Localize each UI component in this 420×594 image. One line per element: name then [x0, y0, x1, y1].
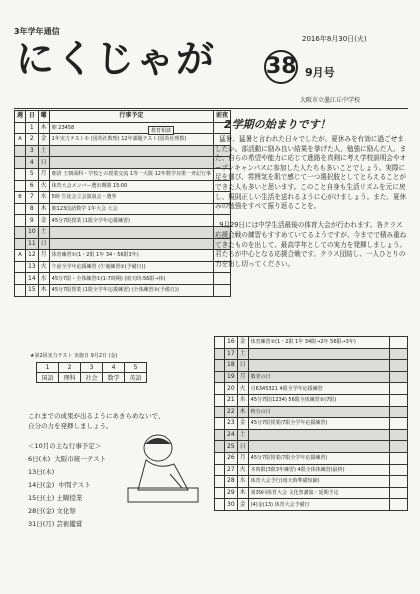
weekday-cell: 木: [237, 487, 248, 499]
weekday-cell: 水: [38, 192, 49, 204]
consultation-badge: 教育相談: [148, 126, 174, 135]
day-cell: 15: [26, 284, 39, 296]
week-cell: [15, 145, 26, 157]
day-cell: 21: [225, 394, 238, 406]
weekday-cell: 土: [38, 226, 49, 238]
event-cell: 45分7限・全体練習①(1-7時期) (雨天時:56限→休): [49, 273, 213, 285]
event-cell: 45分7限授業(7限全学年応援練習): [248, 452, 389, 464]
day-cell: 27: [225, 464, 238, 476]
day-cell: 6: [26, 180, 39, 192]
schedule-row: [15, 226, 231, 238]
week-cell: [215, 406, 225, 418]
week-cell: [15, 180, 26, 192]
weekday-cell: 金: [38, 215, 49, 227]
subject-name: 数学: [103, 373, 125, 383]
event-cell: 体育練習②(1・2限 1年 34限→2年 56限→3年): [248, 337, 389, 349]
schedule-row: [215, 441, 408, 453]
weekday-cell: 火: [237, 464, 248, 476]
day-cell: 18: [225, 360, 238, 372]
week-cell: [215, 418, 225, 430]
weekday-cell: 水: [38, 273, 49, 285]
day-cell: 29: [225, 487, 238, 499]
event-cell: [49, 145, 213, 157]
schedule-row: [15, 273, 231, 285]
note-cell: [390, 348, 408, 360]
schedule-row: [15, 168, 231, 180]
schedule-row: [15, 180, 231, 192]
event-cell: 45分7限(1234) 56限全体練習②(7限): [248, 394, 389, 406]
week-cell: [15, 284, 26, 296]
event-cell: 朝清 王朝面科・学校との授業交流 1等一大阪 12年数学対策一斉記行事: [49, 168, 213, 180]
weekday-cell: 日: [237, 441, 248, 453]
encouragement-message: これまでの成果が出るようにあきらめないで、 自分の力を発揮しましょう。: [28, 412, 165, 430]
schedule-table-left: [14, 110, 231, 297]
day-cell: 2: [26, 134, 39, 146]
weekday-cell: 火: [38, 180, 49, 192]
event-cell: [248, 348, 389, 360]
week-cell: [215, 348, 225, 360]
note-cell: [390, 476, 408, 488]
schedule-row: [215, 464, 408, 476]
subject-number: 2: [59, 363, 81, 373]
weekday-cell: 金: [237, 499, 248, 511]
note-cell: [390, 371, 408, 383]
week-cell: [215, 394, 225, 406]
weekday-cell: 日: [237, 360, 248, 372]
note-cell: [390, 360, 408, 372]
schedule-row: [215, 371, 408, 383]
weekday-cell: 土: [38, 145, 49, 157]
event-cell: [248, 360, 389, 372]
week-cell: [15, 203, 26, 215]
week-cell: [15, 273, 26, 285]
note-cell: [214, 284, 231, 296]
weekday-cell: 木: [38, 122, 49, 134]
week-cell: [15, 157, 26, 169]
event-cell: 敬老の日: [248, 371, 389, 383]
day-cell: 17: [225, 348, 238, 360]
weekday-cell: 月: [237, 371, 248, 383]
week-cell: [215, 360, 225, 372]
day-cell: 25: [225, 441, 238, 453]
note-cell: [390, 337, 408, 349]
week-cell: [15, 122, 26, 134]
article-title: 2学期の始まりです！: [224, 118, 331, 131]
weekday-cell: 土: [237, 348, 248, 360]
schedule-row: [215, 499, 408, 511]
weekday-cell: 水: [237, 476, 248, 488]
weekday-cell: 金: [237, 337, 248, 349]
schedule-row: [215, 383, 408, 395]
schedule-row: [215, 418, 408, 430]
schedule-row: [215, 429, 408, 441]
col-week: 週: [15, 111, 26, 123]
weekday-cell: 日: [38, 238, 49, 250]
subject-name: 国語: [37, 373, 59, 383]
weekday-cell: 月: [237, 452, 248, 464]
note-cell: [214, 273, 231, 285]
schedule-row: [215, 337, 408, 349]
note-cell: [390, 441, 408, 453]
event-cell: 1年実力テスト① (国英社数理) 12年課題テスト(国英社理数): [49, 134, 213, 146]
article-body: 猛暑、猛暑と言われた日々でしたが、夏休みを有効に過ごせましたか。部活動に励み良い結果を挙げた人、勉強に励んだ人、また、自らの希望や能力に応じて進路を真剣に考え学校説明会やオープンキャンパスに参加した人たちも多いことでしょう。実際に足を運び、雰囲気を肌で感じて一つ選択肢としてとらえることができた人も多いと思います。このこと自身も生活リズムを元に戻し、規則正しい生活を送れるように心がけましょう。また、夏休みの勉強をすべて振り返ることを。 9月29日には中学生活最後の体育大会が行われます。各クラス応援合戦の練習もすすめていてるようですが、今までで積み重ねてきたものを出して、最高学年としての実力を発揮しましょう。君たちが中心となる応援合戦です。クラス団結し、一人ひとりの力を出し切ってください。: [215, 135, 407, 268]
schedule-row: [215, 348, 408, 360]
schedule-row: [15, 145, 231, 157]
col-day: 日: [26, 111, 39, 123]
day-cell: 28: [225, 476, 238, 488]
issue-date: 2016年8月30日(火): [302, 35, 367, 43]
student-studying-illustration: [118, 430, 202, 510]
schedule-row: [215, 487, 408, 499]
week-cell: [215, 371, 225, 383]
week-cell: [215, 452, 225, 464]
day-cell: 11: [26, 238, 39, 250]
weekday-cell: 金: [237, 418, 248, 430]
schedule-table-right: [214, 336, 408, 511]
week-cell: [215, 383, 225, 395]
schedule-row: [215, 406, 408, 418]
note-cell: [390, 452, 408, 464]
event-cell: 秋分の日: [248, 406, 389, 418]
event-cell: [49, 226, 213, 238]
event-cell: (4)金(13) 体育大会予備日: [248, 499, 389, 511]
col-note: 前夜: [214, 111, 231, 123]
event-cell: [49, 157, 213, 169]
note-cell: [390, 487, 408, 499]
note-cell: [390, 383, 408, 395]
col-event: 行事予定: [49, 111, 213, 123]
event-cell: 体育大会メンバー選出期間 15:00: [49, 180, 213, 192]
event-cell: [248, 429, 389, 441]
header-divider: [14, 108, 408, 109]
day-cell: 10: [26, 226, 39, 238]
day-cell: 23: [225, 418, 238, 430]
note-cell: [390, 418, 408, 430]
weekday-cell: 火: [38, 261, 49, 273]
subject-number: 3: [81, 363, 103, 373]
event-cell: 45分7限授業 (1限全学年応援練習) (全体練習③(予備日)): [49, 284, 213, 296]
weekday-cell: 金: [38, 134, 49, 146]
schedule-row: [15, 203, 231, 215]
october-schedule: ＜10月の主な行事予定＞ 6日(木) 大阪市統一テスト 13日(木) 14日(金) 中間テスト 15日(土) 土曜授業 28日(金) 文化祭 31日(月) 芸術鑑賞: [28, 442, 107, 528]
schedule-row: [15, 261, 231, 273]
day-cell: 24: [225, 429, 238, 441]
subject-name: 社会: [81, 373, 103, 383]
test-subject-table: [36, 362, 147, 383]
event-cell: 5時 生徒会立会演説会・選挙: [49, 192, 213, 204]
subject-number: 4: [103, 363, 125, 373]
schedule-row: [15, 215, 231, 227]
schedule-row: [215, 394, 408, 406]
table-header-row: [15, 111, 231, 123]
event-cell: 45分7限授業(7限全学年応援練習): [248, 418, 389, 430]
event-cell: 第39回体育大会 文化祭講演・延期予定: [248, 487, 389, 499]
week-cell: [215, 429, 225, 441]
day-cell: 22: [225, 406, 238, 418]
weekday-cell: 月: [38, 168, 49, 180]
week-cell: [215, 487, 225, 499]
weekday-cell: 土: [237, 429, 248, 441]
note-cell: [390, 464, 408, 476]
day-cell: 5: [26, 168, 39, 180]
note-cell: [390, 499, 408, 511]
day-cell: 7: [26, 192, 39, 204]
weekday-cell: 水: [237, 394, 248, 406]
event-cell: 45分7限授業 (1限全学年応援練習): [49, 215, 213, 227]
day-cell: 26: [225, 452, 238, 464]
day-cell: 14: [26, 273, 39, 285]
week-cell: [15, 215, 26, 227]
note-cell: [390, 429, 408, 441]
series-label: 3年学年通信: [14, 27, 60, 36]
subject-number: 1: [37, 363, 59, 373]
issue-number: 38: [264, 50, 298, 84]
event-cell: [49, 238, 213, 250]
day-cell: 19: [225, 371, 238, 383]
day-cell: 1: [26, 122, 39, 134]
col-weekday: 曜: [38, 111, 49, 123]
test-note: ★第2回実力テスト 実施日 9月2日 (金): [30, 353, 118, 359]
event-cell: [248, 441, 389, 453]
day-cell: 20: [225, 383, 238, 395]
page-title: にくじゃが: [16, 37, 217, 81]
week-cell: [15, 261, 26, 273]
schedule-row: [15, 250, 231, 262]
note-cell: [390, 406, 408, 418]
day-cell: 3: [26, 145, 39, 157]
week-cell: [15, 238, 26, 250]
schedule-row: [15, 122, 231, 134]
event-cell: 体育大会予行(雨天時準備短縮): [248, 476, 389, 488]
day-cell: 13: [26, 261, 39, 273]
subject-number: 5: [125, 363, 147, 373]
week-cell: A: [15, 134, 26, 146]
week-cell: [215, 441, 225, 453]
week-cell: [215, 476, 225, 488]
subject-name: 理科: [59, 373, 81, 383]
week-cell: [215, 499, 225, 511]
day-cell: 12: [26, 250, 39, 262]
event-cell: 朝 23458: [49, 122, 213, 134]
week-cell: [15, 226, 26, 238]
day-cell: 30: [225, 499, 238, 511]
weekday-cell: 日: [38, 157, 49, 169]
weekday-cell: 火: [237, 383, 248, 395]
week-cell: [15, 168, 26, 180]
event-cell: 本時限(3限3年練習) 4限全体体練習(最終): [248, 464, 389, 476]
weekday-cell: 木: [38, 203, 49, 215]
week-cell: [215, 464, 225, 476]
week-cell: [215, 337, 225, 349]
subject-name: 英語: [125, 373, 147, 383]
week-cell: B: [15, 192, 26, 204]
schedule-row: [15, 238, 231, 250]
day-cell: 8: [26, 203, 39, 215]
weekday-cell: 木: [237, 406, 248, 418]
issue-month: 9月号: [305, 66, 335, 79]
event-cell: 体育練習①(1・2限 1年 34・56限3年): [49, 250, 213, 262]
week-cell: A: [15, 250, 26, 262]
event-cell: 朝123国語数学 1年大会 大会: [49, 203, 213, 215]
weekday-cell: 月: [38, 250, 49, 262]
schedule-row: [15, 284, 231, 296]
day-cell: 16: [225, 337, 238, 349]
schedule-row: [215, 476, 408, 488]
weekday-cell: 木: [38, 284, 49, 296]
schedule-row: [215, 360, 408, 372]
schedule-row: [15, 192, 231, 204]
event-cell: 月6345321 4限全学年応援練習: [248, 383, 389, 395]
note-cell: [390, 394, 408, 406]
day-cell: 9: [26, 215, 39, 227]
schedule-row: [15, 134, 231, 146]
schedule-row: [215, 452, 408, 464]
day-cell: 4: [26, 157, 39, 169]
school-name: 大阪市立墨江丘中学校: [300, 97, 361, 104]
event-cell: 午前全学年応援練習 (午後練習②(予備日)): [49, 261, 213, 273]
schedule-row: [15, 157, 231, 169]
